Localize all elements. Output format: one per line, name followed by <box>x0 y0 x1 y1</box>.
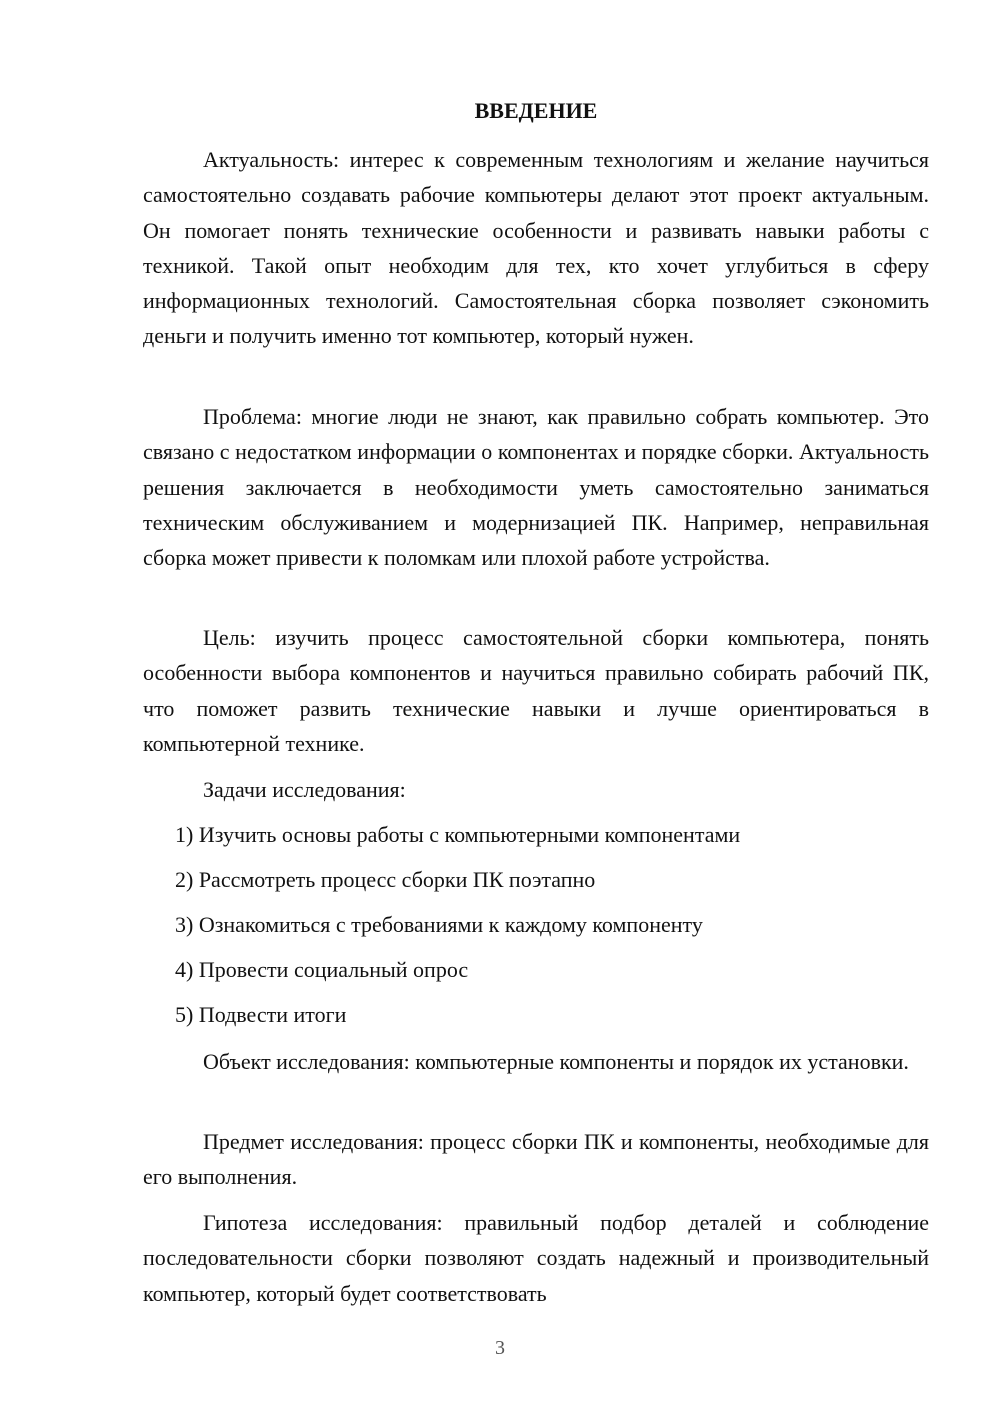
task-item: 4) Провести социальный опрос <box>175 957 469 982</box>
page-title: ВВЕДЕНИЕ <box>474 98 598 123</box>
relevance-paragraph: Актуальность: интерес к современным технологиям и желание научиться самостоятельно создавать рабочие компьютеры делают этот проект актуальным. Он помогает понять технические особенности и развивать навыки работы с техникой. Такой опыт необходим для тех, кто хочет углубиться в сферу информационных технологий. Самостоятельная сборка позволяет сэкономить деньги и получить именно тот компьютер, который нужен. <box>143 147 929 349</box>
goal-paragraph: Цель: изучить процесс самостоятельной сборки компьютера, понять особенности выбора компонентов и научиться правильно собирать рабочий ПК, что поможет развить технические навыки и лучше ориентироваться в компьютерной технике. <box>143 625 929 756</box>
object-paragraph: Объект исследования: компьютерные компоненты и порядок их установки. <box>203 1049 909 1074</box>
page-number: 3 <box>495 1337 505 1359</box>
tasks-label: Задачи исследования: <box>203 777 406 802</box>
task-item: 5) Подвести итоги <box>175 1002 347 1027</box>
problem-paragraph: Проблема: многие люди не знают, как правильно собрать компьютер. Это связано с недостатком информации о компонентах и порядке сборки. Актуальность решения заключается в необходимости уметь самостоятельно заниматься техническим обслуживанием и модернизацией ПК. Например, неправильная сборка может привести к поломкам или плохой работе устройства. <box>143 404 929 571</box>
task-item: 3) Ознакомиться с требованиями к каждому компоненту <box>175 912 703 937</box>
hypothesis-paragraph: Гипотеза исследования: правильный подбор деталей и соблюдение последовательности сборки позволяют создать надежный и производительный компьютер, который будет соответствовать <box>143 1210 929 1306</box>
task-item: 2) Рассмотреть процесс сборки ПК поэтапно <box>175 867 596 892</box>
task-item: 1) Изучить основы работы с компьютерными компонентами <box>175 822 741 847</box>
subject-paragraph: Предмет исследования: процесс сборки ПК и компоненты, необходимые для его выполнения. <box>143 1129 929 1190</box>
